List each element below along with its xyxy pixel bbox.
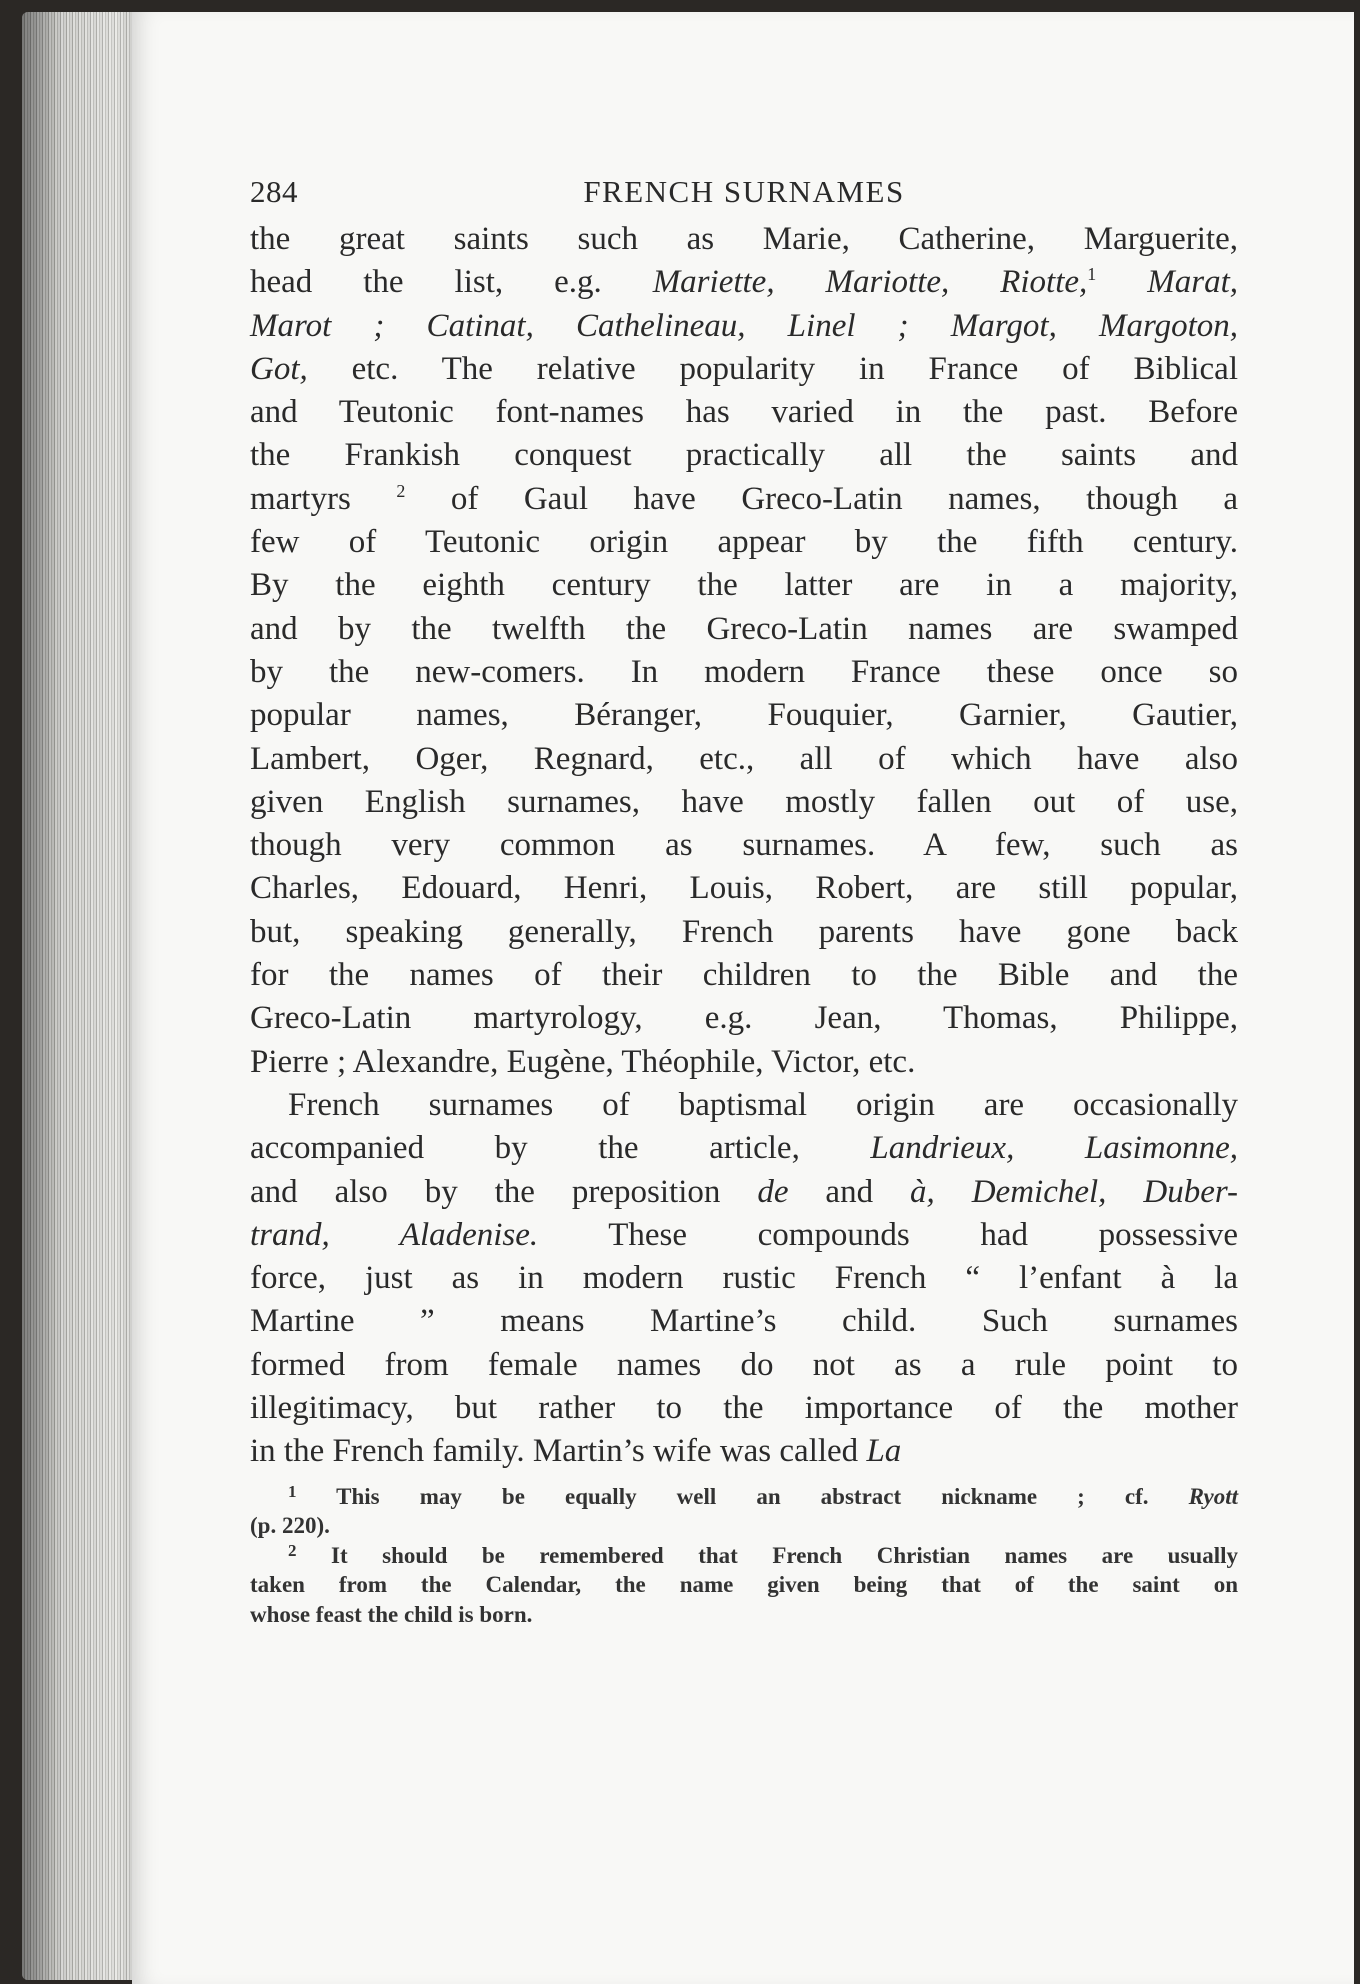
text-line: accompanied by the article, Landrieux, Lasimonne, (250, 1130, 1239, 1167)
footnote-1 (250, 1482, 1238, 1541)
text-line: given English surnames, have mostly fallen out of use, (250, 783, 1238, 820)
text-line: force, just as in modern rustic French “ l’enfant à la (250, 1260, 1238, 1297)
page-number: 284 (250, 174, 298, 209)
text-line: and Teutonic font-names has varied in the past. Before (250, 394, 1238, 431)
text-line: French surnames of baptismal origin are occasionally (288, 1086, 1238, 1123)
text-line: and also by the preposition de and à, Demichel, Duber- (250, 1173, 1239, 1210)
text-line: $^1$ This may be equally well an abstract nickname ; cf. Ryott (288, 1481, 1238, 1509)
book-page-edges-shade (22, 12, 140, 1980)
running-title: FRENCH SURNAMES (583, 174, 905, 209)
text-line: formed from female names do not as a rule point to (250, 1346, 1238, 1383)
footnote-2 (250, 1541, 1238, 1630)
text-line: martyrs $^2$ of Gaul have Greco-Latin names, though a (250, 480, 1238, 517)
body-text (250, 218, 1238, 1474)
page-content (250, 168, 1238, 1629)
text-line: (p. 220). (250, 1513, 330, 1539)
text-line: by the new-comers. In modern France these once so (250, 653, 1238, 690)
paragraph-2 (250, 1084, 1238, 1474)
text-line: but, speaking generally, French parents have gone back (250, 913, 1238, 950)
text-line: though very common as surnames. A few, such as (250, 827, 1238, 864)
running-head (250, 168, 1238, 218)
text-line: Got, etc. The relative popularity in France of Biblical (250, 350, 1238, 387)
text-line: in the French family. Martin’s wife was called La (250, 1433, 902, 1470)
text-line: illegitimacy, but rather to the importance of the mother (250, 1390, 1238, 1427)
text-line: By the eighth century the latter are in a majority, (250, 567, 1238, 604)
text-line: Greco-Latin martyrology, e.g. Jean, Thomas, Philippe, (250, 1000, 1238, 1037)
text-line: Lambert, Oger, Regnard, etc., all of which have also (250, 740, 1238, 777)
footnotes (250, 1482, 1238, 1630)
text-line: for the names of their children to the Bible and the (250, 957, 1238, 994)
text-line: the great saints such as Marie, Catherine, Marguerite, (250, 221, 1238, 257)
text-line: Charles, Edouard, Henri, Louis, Robert, are still popular, (250, 870, 1238, 907)
text-line: head the list, e.g. Mariette, Mariotte, Riotte,$^1$ Marat, (250, 264, 1238, 301)
text-line: Pierre ; Alexandre, Eugène, Théophile, Victor, etc. (250, 1043, 916, 1080)
text-line: Martine ” means Martine’s child. Such surnames (250, 1303, 1238, 1340)
text-line: taken from the Calendar, the name given being that of the saint on (250, 1572, 1238, 1598)
text-line: popular names, Béranger, Fouquier, Garnier, Gautier, (250, 697, 1238, 734)
text-line: and by the twelfth the Greco-Latin names are swamped (250, 610, 1238, 647)
text-line: few of Teutonic origin appear by the fifth century. (250, 524, 1238, 561)
text-line: Marot ; Catinat, Cathelineau, Linel ; Margot, Margoton, (250, 307, 1238, 344)
text-line: trand, Aladenise. These compounds had possessive (250, 1216, 1238, 1253)
paragraph-1 (250, 218, 1238, 1084)
text-line: $^2$ It should be remembered that French Christian names are usually (288, 1540, 1238, 1568)
text-line: whose feast the child is born. (250, 1601, 533, 1627)
text-line: the Frankish conquest practically all the saints and (250, 437, 1238, 474)
